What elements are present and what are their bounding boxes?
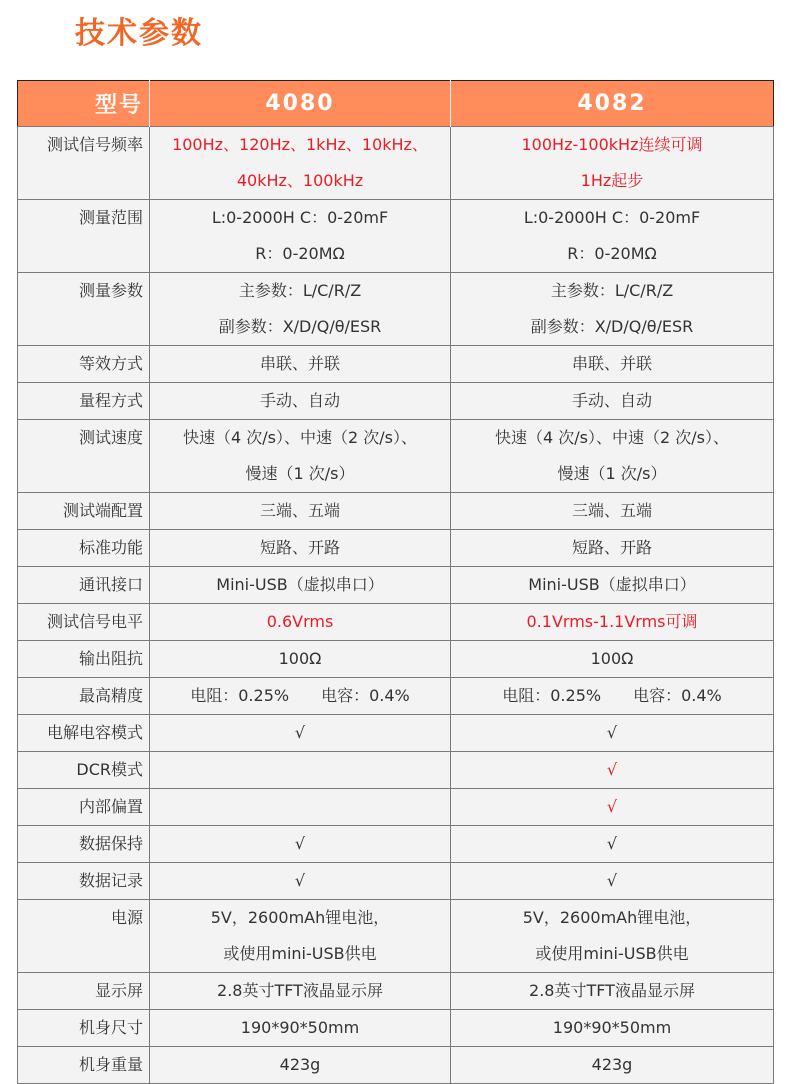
cell-line: 190*90*50mm [552,1018,672,1037]
cell-line: 慢速（1 次/s） [557,464,667,483]
cell-4080 [150,273,451,346]
spec-table-body [18,127,774,1084]
cell-line: √ [606,723,618,742]
table-row [18,273,774,346]
cell-4080 [150,678,451,715]
header-model-4082: 4082 [451,81,774,127]
row-label: 量程方式 [18,383,150,420]
cell-line: 或使用mini-USB供电 [535,944,689,963]
spec-table [17,80,774,1084]
cell-line: √ [294,834,306,853]
row-label: DCR模式 [18,752,150,789]
cell-4080 [150,200,451,273]
cell-4082 [451,1047,774,1084]
cell-line: √ [606,797,618,816]
table-row [18,826,774,863]
cell-line: 2.8英寸TFT液晶显示屏 [529,981,695,1000]
cell-4082 [451,789,774,826]
row-label: 标准功能 [18,530,150,567]
cell-4082 [451,604,774,641]
cell-line: √ [294,871,306,890]
cell-line: R：0-20MΩ [567,244,657,263]
table-row [18,715,774,752]
cell-line [150,752,450,788]
cell-line: 短路、开路 [259,538,340,557]
cell-4082 [451,567,774,604]
cell-4080 [150,493,451,530]
row-label: 测试信号频率 [18,127,150,200]
row-label: 测量范围 [18,200,150,273]
cell-4080 [150,641,451,678]
cell-line: 5V，2600mAh锂电池， [210,908,390,927]
table-row [18,127,774,200]
cell-4080 [150,383,451,420]
cell-4080 [150,826,451,863]
cell-line: 副参数：X/D/Q/θ/ESR [530,317,694,336]
cell-line: 100Ω [278,649,322,668]
table-row [18,346,774,383]
cell-line: L:0-2000H C：0-20mF [523,208,701,227]
cell-4080 [150,346,451,383]
cell-line: 100Ω [590,649,634,668]
row-label: 电解电容模式 [18,715,150,752]
row-label: 机身尺寸 [18,1010,150,1047]
cell-line: 短路、开路 [571,538,652,557]
cell-4080 [150,715,451,752]
cell-line: Mini-USB（虚拟串口） [216,575,384,594]
cell-4080 [150,863,451,900]
page-title: 技术参数 [75,16,203,51]
table-row [18,973,774,1010]
cell-line: 100Hz-100kHz连续可调 [521,135,703,154]
row-label: 内部偏置 [18,789,150,826]
cell-line: 2.8英寸TFT液晶显示屏 [217,981,383,1000]
cell-line: 1Hz起步 [580,171,644,190]
table-row [18,678,774,715]
cell-line: 主参数：L/C/R/Z [550,281,674,300]
cell-4082 [451,678,774,715]
cell-line: Mini-USB（虚拟串口） [528,575,696,594]
cell-line: 主参数：L/C/R/Z [238,281,362,300]
cell-line: √ [606,834,618,853]
cell-4082 [451,973,774,1010]
cell-line: 电阻：0.25% 电容：0.4% [190,686,410,705]
header-model-label: 型号 [18,81,150,127]
cell-4080 [150,1047,451,1084]
row-label: 数据记录 [18,863,150,900]
cell-line: R：0-20MΩ [255,244,345,263]
cell-4082 [451,1010,774,1047]
cell-4082 [451,530,774,567]
cell-line: 手动、自动 [571,391,652,410]
table-row [18,1010,774,1047]
row-label: 测试信号电平 [18,604,150,641]
cell-line: 0.1Vrms-1.1Vrms可调 [526,612,698,631]
cell-4082 [451,127,774,200]
table-row [18,493,774,530]
table-row [18,383,774,420]
cell-line: 慢速（1 次/s） [245,464,355,483]
cell-line: 190*90*50mm [240,1018,360,1037]
cell-4080 [150,127,451,200]
table-row [18,641,774,678]
cell-line: 40kHz、100kHz [236,171,364,190]
cell-line: 快速（4 次/s）、中速（2 次/s）、 [495,428,729,447]
cell-4082 [451,752,774,789]
cell-line: √ [606,871,618,890]
cell-line: 串联、并联 [259,354,340,373]
cell-4080 [150,1010,451,1047]
row-label: 电源 [18,900,150,973]
cell-4080 [150,752,451,789]
table-row [18,900,774,973]
table-row [18,420,774,493]
cell-4082 [451,863,774,900]
cell-4082 [451,641,774,678]
cell-4082 [451,493,774,530]
table-header-row [18,81,774,127]
cell-line: √ [606,760,618,779]
cell-line: 电阻：0.25% 电容：0.4% [502,686,722,705]
cell-4080 [150,900,451,973]
cell-4082 [451,715,774,752]
row-label: 测量参数 [18,273,150,346]
cell-4080 [150,567,451,604]
table-row [18,1047,774,1084]
cell-4082 [451,346,774,383]
cell-line: 三端、五端 [571,501,652,520]
cell-4080 [150,789,451,826]
cell-line: 0.6Vrms [266,612,334,631]
cell-4082 [451,383,774,420]
row-label: 等效方式 [18,346,150,383]
cell-line: 100Hz、120Hz、1kHz、10kHz、 [172,135,428,154]
cell-4082 [451,200,774,273]
cell-4080 [150,530,451,567]
cell-line: 串联、并联 [571,354,652,373]
table-row [18,567,774,604]
table-row [18,604,774,641]
cell-4080 [150,604,451,641]
header-model-4080: 4080 [150,81,451,127]
cell-line: 423g [279,1055,321,1074]
cell-line: L:0-2000H C：0-20mF [211,208,389,227]
cell-4082 [451,900,774,973]
table-row [18,863,774,900]
cell-4082 [451,826,774,863]
cell-line: 三端、五端 [259,501,340,520]
cell-line [150,789,450,825]
cell-line: 手动、自动 [259,391,340,410]
cell-line: 或使用mini-USB供电 [223,944,377,963]
row-label: 通讯接口 [18,567,150,604]
row-label: 测试速度 [18,420,150,493]
cell-line: √ [294,723,306,742]
cell-line: 快速（4 次/s）、中速（2 次/s）、 [183,428,417,447]
cell-4080 [150,973,451,1010]
row-label: 显示屏 [18,973,150,1010]
cell-4080 [150,420,451,493]
row-label: 测试端配置 [18,493,150,530]
table-row [18,752,774,789]
cell-line: 5V，2600mAh锂电池， [522,908,702,927]
table-row [18,200,774,273]
table-row [18,530,774,567]
table-row [18,789,774,826]
cell-line: 副参数：X/D/Q/θ/ESR [218,317,382,336]
cell-4082 [451,273,774,346]
row-label: 机身重量 [18,1047,150,1084]
cell-line: 423g [591,1055,633,1074]
row-label: 输出阻抗 [18,641,150,678]
row-label: 最高精度 [18,678,150,715]
cell-4082 [451,420,774,493]
row-label: 数据保持 [18,826,150,863]
